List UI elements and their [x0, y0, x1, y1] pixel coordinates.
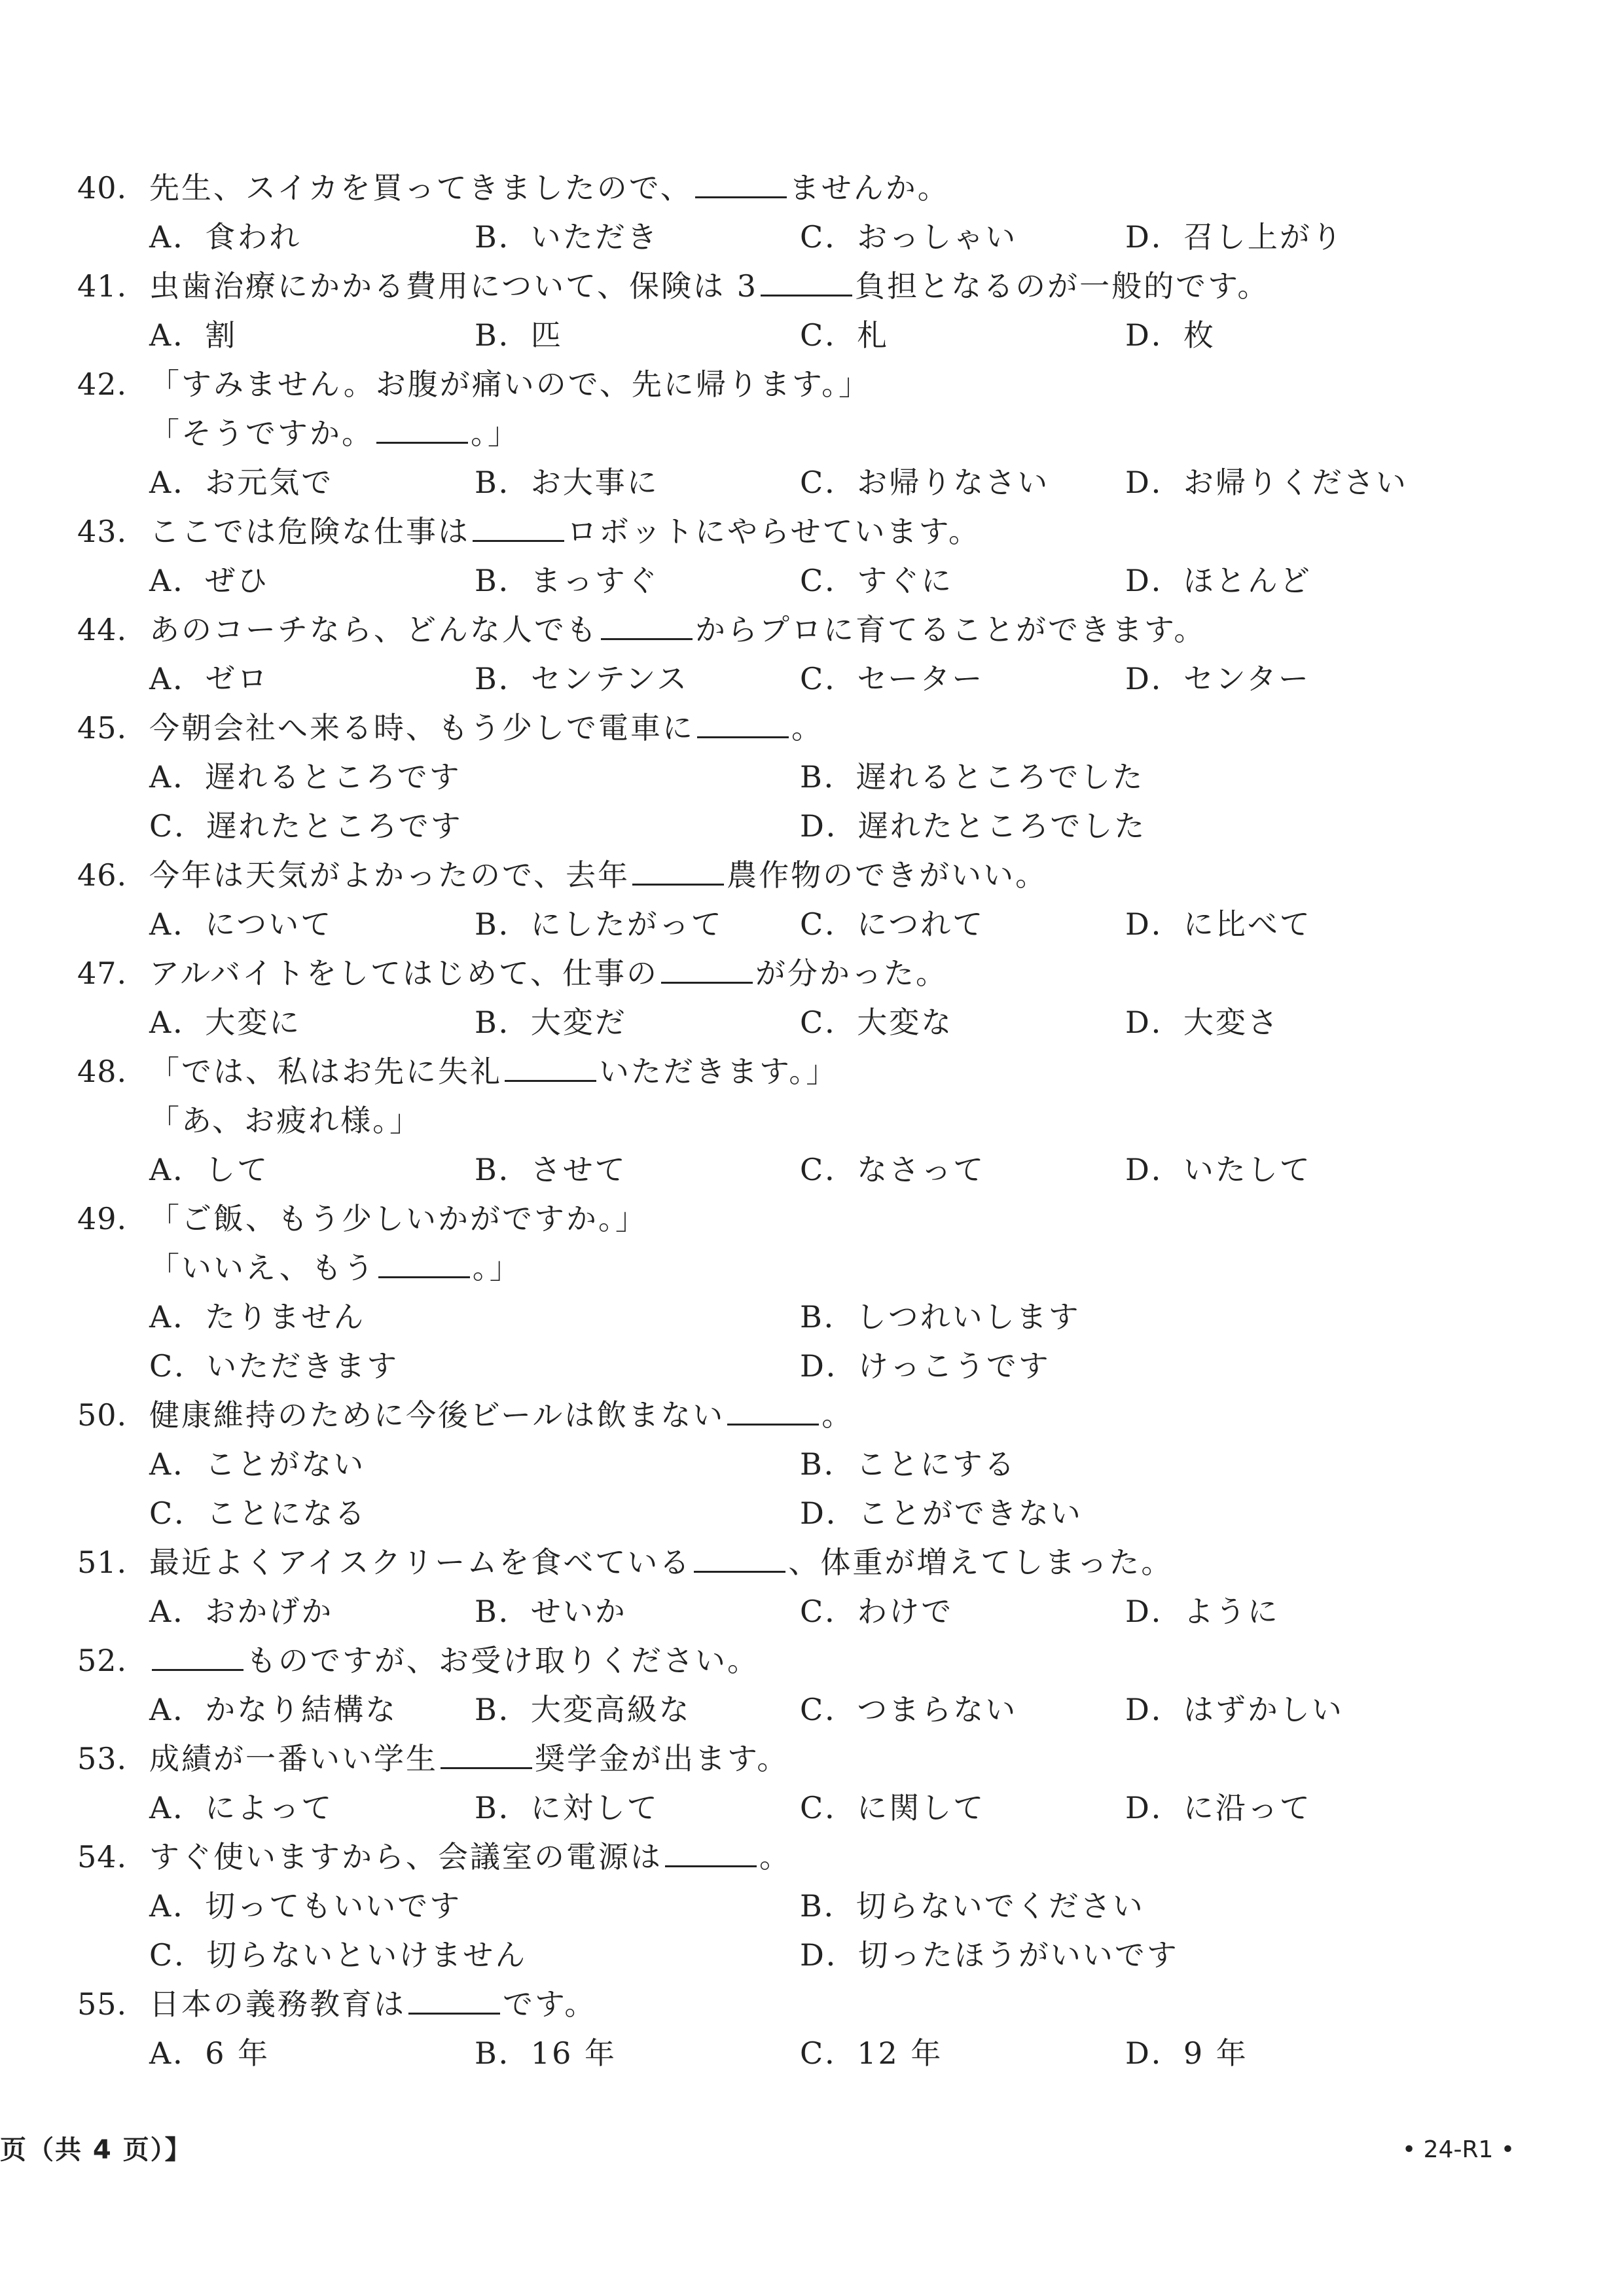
answer-option: C．ことになる [149, 1496, 367, 1531]
answer-option: A．おかげか [149, 1594, 334, 1629]
question-number: 53. [77, 1741, 128, 1776]
question-item [77, 1047, 1550, 1194]
question-stem-line [77, 1391, 1550, 1440]
answer-blank [761, 272, 852, 296]
answer-option: C．なさって [800, 1152, 986, 1187]
question-text-segment: いただきます。」 [599, 1054, 838, 1089]
answer-option: C．遅れたところです [149, 808, 463, 844]
question-number: 46. [77, 857, 128, 893]
answer-option: D．枚 [1125, 317, 1216, 353]
question-text [149, 1047, 838, 1096]
question-text [149, 949, 948, 998]
question-text-segment: 日本の義務教育は [149, 1986, 406, 2022]
question-text [149, 1636, 759, 1685]
answer-options [77, 311, 1550, 360]
answer-option: C．切らないといけません [149, 1937, 528, 1973]
question-stem-line [77, 1194, 1550, 1244]
answer-option: A．食われ [149, 219, 302, 255]
question-text [149, 1538, 1173, 1587]
question-item [77, 1391, 1550, 1538]
answer-options [77, 1784, 1550, 1833]
question-text [149, 1244, 522, 1293]
answer-option: D．召し上がり [1125, 219, 1344, 255]
question-text [149, 704, 823, 753]
question-text-segment: 今年は天気がよかったので、去年 [149, 857, 630, 893]
question-number: 41. [77, 268, 128, 304]
answer-options [77, 2029, 1550, 2078]
question-number: 54. [77, 1839, 128, 1874]
answer-option: C．つまらない [800, 1692, 1018, 1727]
question-text-segment: 「そうですか。 [149, 416, 374, 451]
question-number: 52. [77, 1643, 128, 1678]
question-stem-line [77, 1096, 1550, 1145]
question-text [149, 409, 520, 458]
question-text [149, 851, 1047, 900]
question-item [77, 164, 1550, 262]
answer-option: B．お大事に [475, 465, 659, 500]
answer-option: C．12 年 [800, 2036, 943, 2071]
answer-option: A．遅れるところです [149, 759, 461, 795]
answer-option: D．大変さ [1125, 1005, 1280, 1040]
question-text-segment: あのコーチなら、どんな人でも [149, 612, 598, 647]
question-text-segment: からプロに育てることができます。 [695, 612, 1206, 647]
question-stem-line [77, 1244, 1550, 1293]
question-text-segment: 奨学金が出ます。 [535, 1741, 789, 1776]
answer-options [77, 1145, 1550, 1194]
answer-options [77, 753, 1550, 851]
question-item [77, 507, 1550, 605]
answer-blank [505, 1058, 596, 1082]
answer-option: A．ことがない [149, 1446, 366, 1482]
answer-option: B．匹 [475, 317, 563, 353]
question-number: 48. [77, 1054, 128, 1089]
answer-option: A．によって [149, 1790, 334, 1825]
answer-option: A．かなり結構な [149, 1692, 398, 1727]
answer-options [77, 655, 1550, 704]
question-number: 47. [77, 956, 128, 991]
question-number: 51. [77, 1545, 128, 1580]
answer-option: B．に対して [475, 1790, 659, 1825]
question-text-segment: 。」 [472, 1250, 522, 1285]
question-item [77, 851, 1550, 949]
answer-options [77, 1882, 1550, 1980]
answer-option: D．センター [1125, 661, 1311, 696]
answer-option: B．ことにする [800, 1446, 1017, 1482]
question-text-segment: 。 [821, 1397, 854, 1433]
answer-option: D．に比べて [1125, 906, 1312, 942]
question-text-segment: すぐ使いますから、会議室の電源は [149, 1839, 662, 1874]
answer-option: D．いたして [1125, 1152, 1312, 1187]
question-item [77, 1833, 1550, 1980]
question-stem-line [77, 704, 1550, 753]
answer-blank [665, 1843, 757, 1867]
question-text-segment: 負担となるのが一般的です。 [855, 268, 1270, 304]
question-text-segment: 「あ、お疲れ様。」 [149, 1103, 422, 1138]
answer-option: D．に沿って [1125, 1790, 1312, 1825]
question-item [77, 1734, 1550, 1833]
question-stem-line [77, 164, 1550, 213]
question-item [77, 1194, 1550, 1391]
question-text [149, 1194, 647, 1244]
answer-options [77, 1685, 1550, 1734]
answer-option: C．いただきます [149, 1348, 399, 1384]
question-stem-line [77, 851, 1550, 900]
answer-blank [601, 616, 693, 640]
question-text-segment: 。 [791, 710, 823, 745]
question-stem-line [77, 1538, 1550, 1587]
answer-option: C．大変な [800, 1005, 954, 1040]
answer-blank [661, 960, 753, 984]
question-text [149, 507, 981, 556]
question-text-segment: です。 [503, 1986, 597, 2022]
answer-option: A．ゼロ [149, 661, 270, 696]
question-stem-line [77, 1636, 1550, 1685]
answer-option: D．お帰りください [1125, 465, 1408, 500]
question-stem-line [77, 360, 1550, 409]
question-item [77, 605, 1550, 704]
answer-option: D．ほとんど [1125, 563, 1312, 598]
question-text [149, 1980, 596, 2029]
question-stem-line [77, 262, 1550, 311]
question-text [149, 262, 1269, 311]
answer-option: B．まっすぐ [475, 563, 659, 598]
answer-option: B．切らないでください [800, 1888, 1145, 1924]
question-text-segment: 。」 [471, 416, 520, 451]
question-item [77, 1636, 1550, 1734]
answer-blank [378, 1254, 470, 1278]
answer-option: B．せいか [475, 1594, 627, 1629]
answer-option: D．9 年 [1125, 2036, 1248, 2071]
answer-option: B．にしたがって [475, 906, 723, 942]
answer-option: B．遅れるところでした [800, 759, 1145, 795]
question-number: 55. [77, 1986, 128, 2022]
answer-options [77, 458, 1550, 507]
question-text-segment: ここでは危険な仕事は [149, 514, 470, 549]
page-count-footer: 页（共 4 页）】 [0, 2135, 192, 2165]
answer-blank [694, 1549, 785, 1573]
answer-options [77, 1440, 1550, 1538]
question-text-segment: 虫歯治療にかかる費用について、保険は 3 [149, 268, 759, 304]
answer-options [77, 556, 1550, 605]
question-stem-line [77, 409, 1550, 458]
question-text-segment: 最近よくアイスクリームを食べている [149, 1545, 692, 1580]
question-number: 49. [77, 1201, 128, 1236]
question-text-segment: 成績が一番いい学生 [149, 1741, 438, 1776]
answer-option: B．16 年 [475, 2036, 617, 2071]
answer-blank [441, 1745, 532, 1769]
question-text-segment: 農作物のできがいい。 [727, 857, 1048, 893]
answer-options [77, 998, 1550, 1047]
question-text [149, 605, 1206, 655]
question-number: 40. [77, 170, 128, 206]
answer-option: D．はずかしい [1125, 1692, 1344, 1727]
answer-option: B．させて [475, 1152, 627, 1187]
question-text [149, 360, 871, 409]
question-text-segment: が分かった。 [755, 956, 948, 991]
answer-option: A．割 [149, 317, 238, 353]
answer-option: D．切ったほうがいいです [800, 1937, 1179, 1973]
answer-option: D．遅れたところでした [800, 808, 1147, 844]
answer-option: C．お帰りなさい [800, 465, 1050, 500]
question-text [149, 164, 950, 213]
question-text [149, 1833, 791, 1882]
answer-option: D．けっこうです [800, 1348, 1051, 1384]
answer-option: B．大変だ [475, 1005, 627, 1040]
answer-blank [695, 174, 787, 198]
answer-blank [727, 1401, 819, 1426]
answer-option: C．につれて [800, 906, 985, 942]
exam-code-footer: • 24-R1 • [1402, 2136, 1515, 2163]
question-number: 44. [77, 612, 128, 647]
answer-option: C．すぐに [800, 563, 954, 598]
question-text-segment: 今朝会社へ来る時、もう少しで電車に [149, 710, 694, 745]
answer-option: A．切ってもいいです [149, 1888, 462, 1924]
question-item [77, 360, 1550, 507]
answer-option: B．センテンス [475, 661, 689, 696]
question-text-segment: 「では、私はお先に失礼 [149, 1054, 502, 1089]
answer-option: C．札 [800, 317, 890, 353]
question-text-segment: ものですが、お受け取りください。 [246, 1643, 759, 1678]
answer-options [77, 1293, 1550, 1391]
answer-options [77, 900, 1550, 949]
question-stem-line [77, 507, 1550, 556]
answer-blank [697, 714, 789, 738]
question-number: 42. [77, 367, 128, 402]
question-item [77, 1980, 1550, 2078]
question-stem-line [77, 605, 1550, 655]
answer-blank [152, 1647, 243, 1671]
question-stem-line [77, 1980, 1550, 2029]
answer-option: D．ことができない [800, 1496, 1083, 1531]
question-text [149, 1391, 854, 1440]
question-text-segment: 健康維持のために今後ビールは飲まない [149, 1397, 725, 1433]
answer-blank [408, 1990, 500, 2015]
question-text-segment: 、体重が増えてしまった。 [788, 1545, 1174, 1580]
answer-option: B．いただき [475, 219, 659, 255]
question-text-segment: アルバイトをしてはじめて、仕事の [149, 956, 659, 991]
answer-option: C．わけで [800, 1594, 954, 1629]
question-text-segment: 「いいえ、もう [149, 1250, 376, 1285]
question-text-segment: ませんか。 [789, 170, 950, 206]
question-text-segment: 「ご飯、もう少しいかがですか。」 [149, 1201, 647, 1236]
question-number: 50. [77, 1397, 128, 1433]
answer-blank [376, 420, 468, 444]
answer-option: A．お元気で [149, 465, 334, 500]
question-item [77, 1538, 1550, 1636]
question-number: 43. [77, 514, 128, 549]
answer-option: B．しつれいします [800, 1299, 1081, 1335]
question-stem-line [77, 1734, 1550, 1784]
answer-option: C．おっしゃい [800, 219, 1018, 255]
answer-option: C．セーター [800, 661, 984, 696]
question-stem-line [77, 1833, 1550, 1882]
answer-option: A．6 年 [149, 2036, 270, 2071]
answer-option: A．たりません [149, 1299, 366, 1335]
answer-option: B．大変高級な [475, 1692, 691, 1727]
answer-option: A．について [149, 906, 333, 942]
answer-option: A．して [149, 1152, 270, 1187]
question-text-segment: ロボットにやらせています。 [567, 514, 981, 549]
answer-option: A．ぜひ [149, 563, 270, 598]
question-item [77, 949, 1550, 1047]
question-list [77, 164, 1550, 2078]
question-item [77, 704, 1550, 851]
question-text-segment: 先生、スイカを買ってきましたので、 [149, 170, 693, 206]
question-number: 45. [77, 710, 128, 745]
answer-options [77, 213, 1550, 262]
question-stem-line [77, 1047, 1550, 1096]
answer-option: A．大変に [149, 1005, 302, 1040]
answer-option: D．ように [1125, 1594, 1280, 1629]
question-text-segment: 「すみません。お腹が痛いので、先に帰ります。」 [149, 367, 871, 402]
answer-options [77, 1587, 1550, 1636]
answer-option: C．に関して [800, 1790, 986, 1825]
question-text [149, 1734, 789, 1784]
answer-blank [632, 861, 724, 886]
question-stem-line [77, 949, 1550, 998]
question-item [77, 262, 1550, 360]
answer-blank [473, 518, 564, 542]
question-text [149, 1096, 422, 1145]
question-text-segment: 。 [759, 1839, 791, 1874]
